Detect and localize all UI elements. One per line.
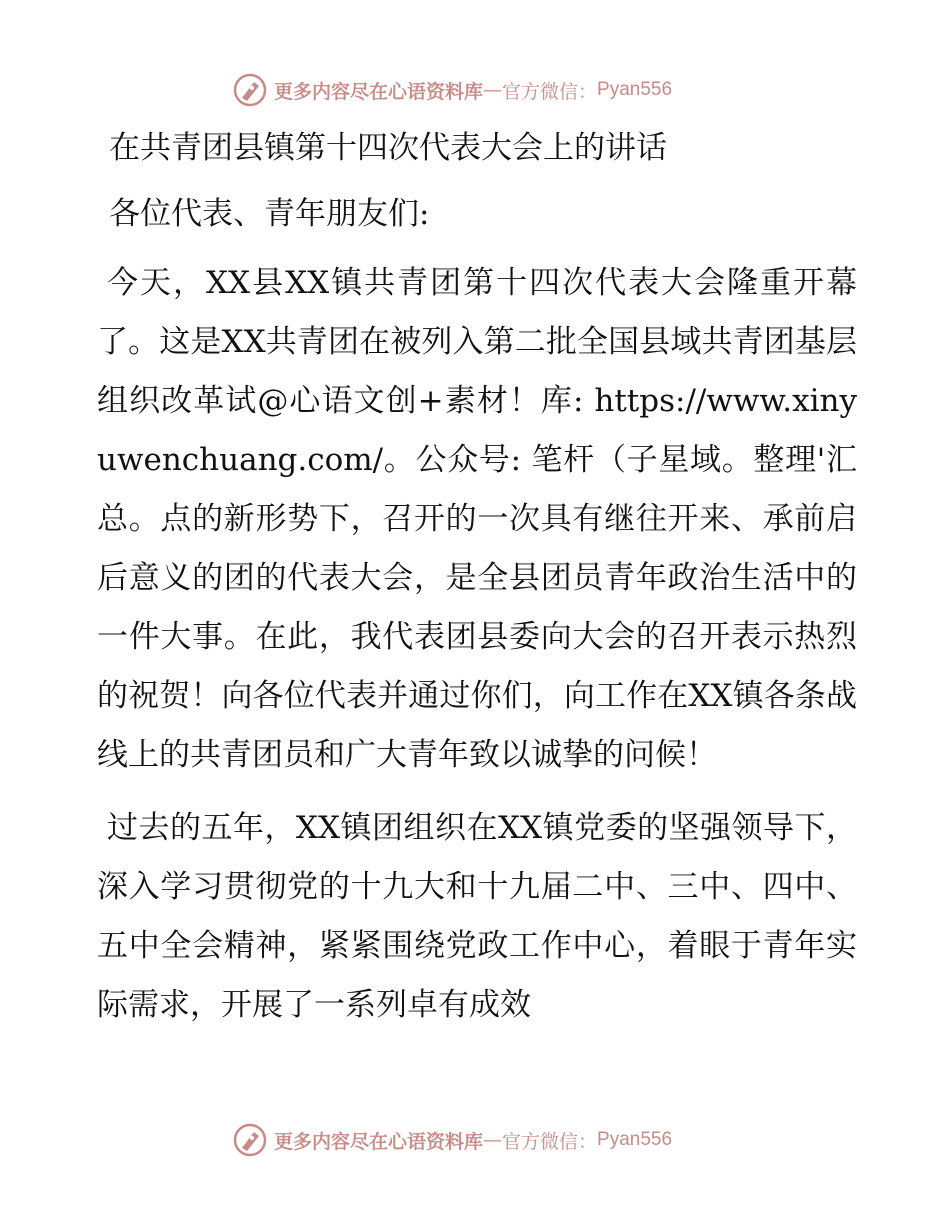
- watermark-wechat-label: 官方微信：: [502, 1130, 598, 1153]
- pen-nib-circle-icon: [232, 72, 268, 108]
- paragraph-2: 过去的五年，XX镇团组织在XX镇党委的坚强领导下，深入学习贯彻党的十九大和十九届二中、三中、四中、五中全会精神，紧紧围绕党政工作中心，着眼于青年实际需求，开展了一系列卓有成效: [97, 810, 857, 1023]
- watermark-separator: —: [483, 79, 503, 101]
- pen-nib-circle-icon: [232, 1122, 268, 1158]
- watermark-text: 更多内容尽在心语资料库: [274, 1130, 484, 1153]
- watermark-banner-top: [232, 70, 672, 110]
- watermark-wechat-label: 官方微信：: [502, 80, 598, 103]
- watermark-separator: —: [483, 1129, 503, 1151]
- document-title: 在共青团县镇第十四次代表大会上的讲话: [109, 130, 667, 166]
- watermark-text: 更多内容尽在心语资料库: [274, 80, 484, 103]
- document-greeting: 各位代表、青年朋友们:: [109, 196, 430, 232]
- watermark-wechat-id: Pyan556: [597, 1129, 673, 1150]
- document-body: [97, 118, 857, 1035]
- watermark-wechat-id: Pyan556: [597, 79, 673, 100]
- watermark-banner-bottom: [232, 1120, 672, 1160]
- paragraph-1: 今天，XX县XX镇共青团第十四次代表大会隆重开幕了。这是XX共青团在被列入第二批全国县域共青团基层组织改革试@心语文创+素材！库: https://www.xinyuwenchuang.com/。公众号: 笔杆（子星域。整理'汇总。点的新形势下，召开的一次具有继往开来、承前启后意义的团的代表大会，是全县团员青年政治生活中的一件大事。在此，我代表团县委向大会的召开表示热烈的祝贺！向各位代表并通过你们，向工作在XX镇各条战线上的共青团员和广大青年致以诚挚的问候！: [97, 265, 857, 773]
